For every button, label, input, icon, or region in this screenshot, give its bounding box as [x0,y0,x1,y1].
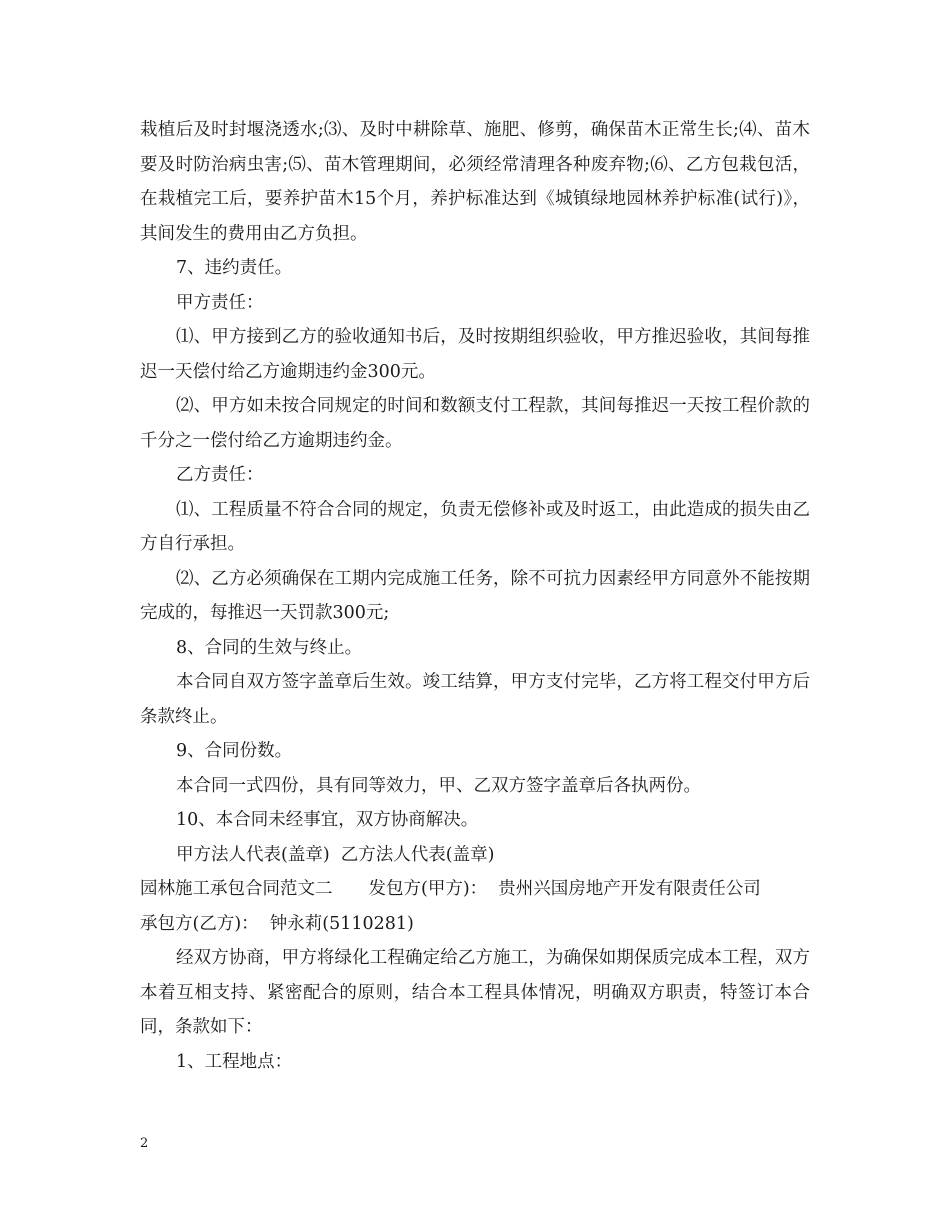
heading-effect-termination: 8、合同的生效与终止。 [176,637,363,658]
paragraph-party-b-clause-1: ⑴、工程质量不符合合同的规定，负责无偿修补或及时返工，由此造成的损失由乙方自行承担。 [140,499,810,554]
heading-breach-liability: 7、违约责任。 [176,258,293,278]
signature-line [140,838,810,873]
signature-text: 甲方法人代表(盖章) 乙方法人代表(盖章) [176,844,495,865]
second-contract-title: 园林施工承包合同范文二 [140,879,333,899]
paragraph-copies: 本合同一式四份，具有同等效力，甲、乙双方签字盖章后各执两份。 [176,775,701,796]
paragraph-party-a-clause-2: ⑵、甲方如未按合同规定的时间和数额支付工程款，其间每推迟一天按工程价款的千分之一偿付给乙方逾期违约金。 [140,396,810,451]
heading-copies: 9、合同份数。 [176,741,293,761]
paragraph-party-a-clause-1: ⑴、甲方接到乙方的验收通知书后，及时按期组织验收，甲方推迟验收，其间每推迟一天偿付给乙方逾期违约金300元。 [140,327,810,382]
paragraph-party-b-clause-2: ⑵、乙方必须确保在工期内完成施工任务，除不可抗力因素经甲方同意外不能按期完成的，每推迟一天罚款300元; [140,568,810,623]
employer-line: 发包方(甲方)： 贵州兴国房地产开发有限责任公司 [368,879,761,899]
contractor-line: 承包方(乙方)： 钟永莉(5110281) [140,913,414,934]
paragraph-effect-termination: 本合同自双方签字盖章后生效。竣工结算，甲方支付完毕，乙方将工程交付甲方后条款终止。 [140,672,810,727]
paragraph-planting-maintenance: 栽植后及时封堰浇透水;⑶、及时中耕除草、施肥、修剪，确保苗木正常生长;⑷、苗木要及时防治病虫害;⑸、苗木管理期间，必须经常清理各种废弃物;⑹、乙方包栽包活，在栽植完工后，要养护苗木15个月，养护标准达到《城镇绿地园林养护标准(试行)》，其间发生的费用由乙方负担。 [140,120,810,244]
heading-project-location: 1、工程地点： [176,1051,293,1072]
document-body [140,113,810,1079]
heading-party-a-liability: 甲方责任： [176,292,264,313]
heading-party-b-liability: 乙方责任： [176,465,264,485]
second-contract-header [140,872,810,907]
page-number: 2 [140,1136,149,1151]
paragraph-intro: 经双方协商，甲方将绿化工程确定给乙方施工，为确保如期保质完成本工程，双方本着互相支持、紧密配合的原则，结合本工程具体情况，明确双方职责，特签订本合同，条款如下： [140,948,810,1037]
paragraph-unresolved-matters: 10、本合同未经事宜，双方协商解决。 [176,810,479,830]
